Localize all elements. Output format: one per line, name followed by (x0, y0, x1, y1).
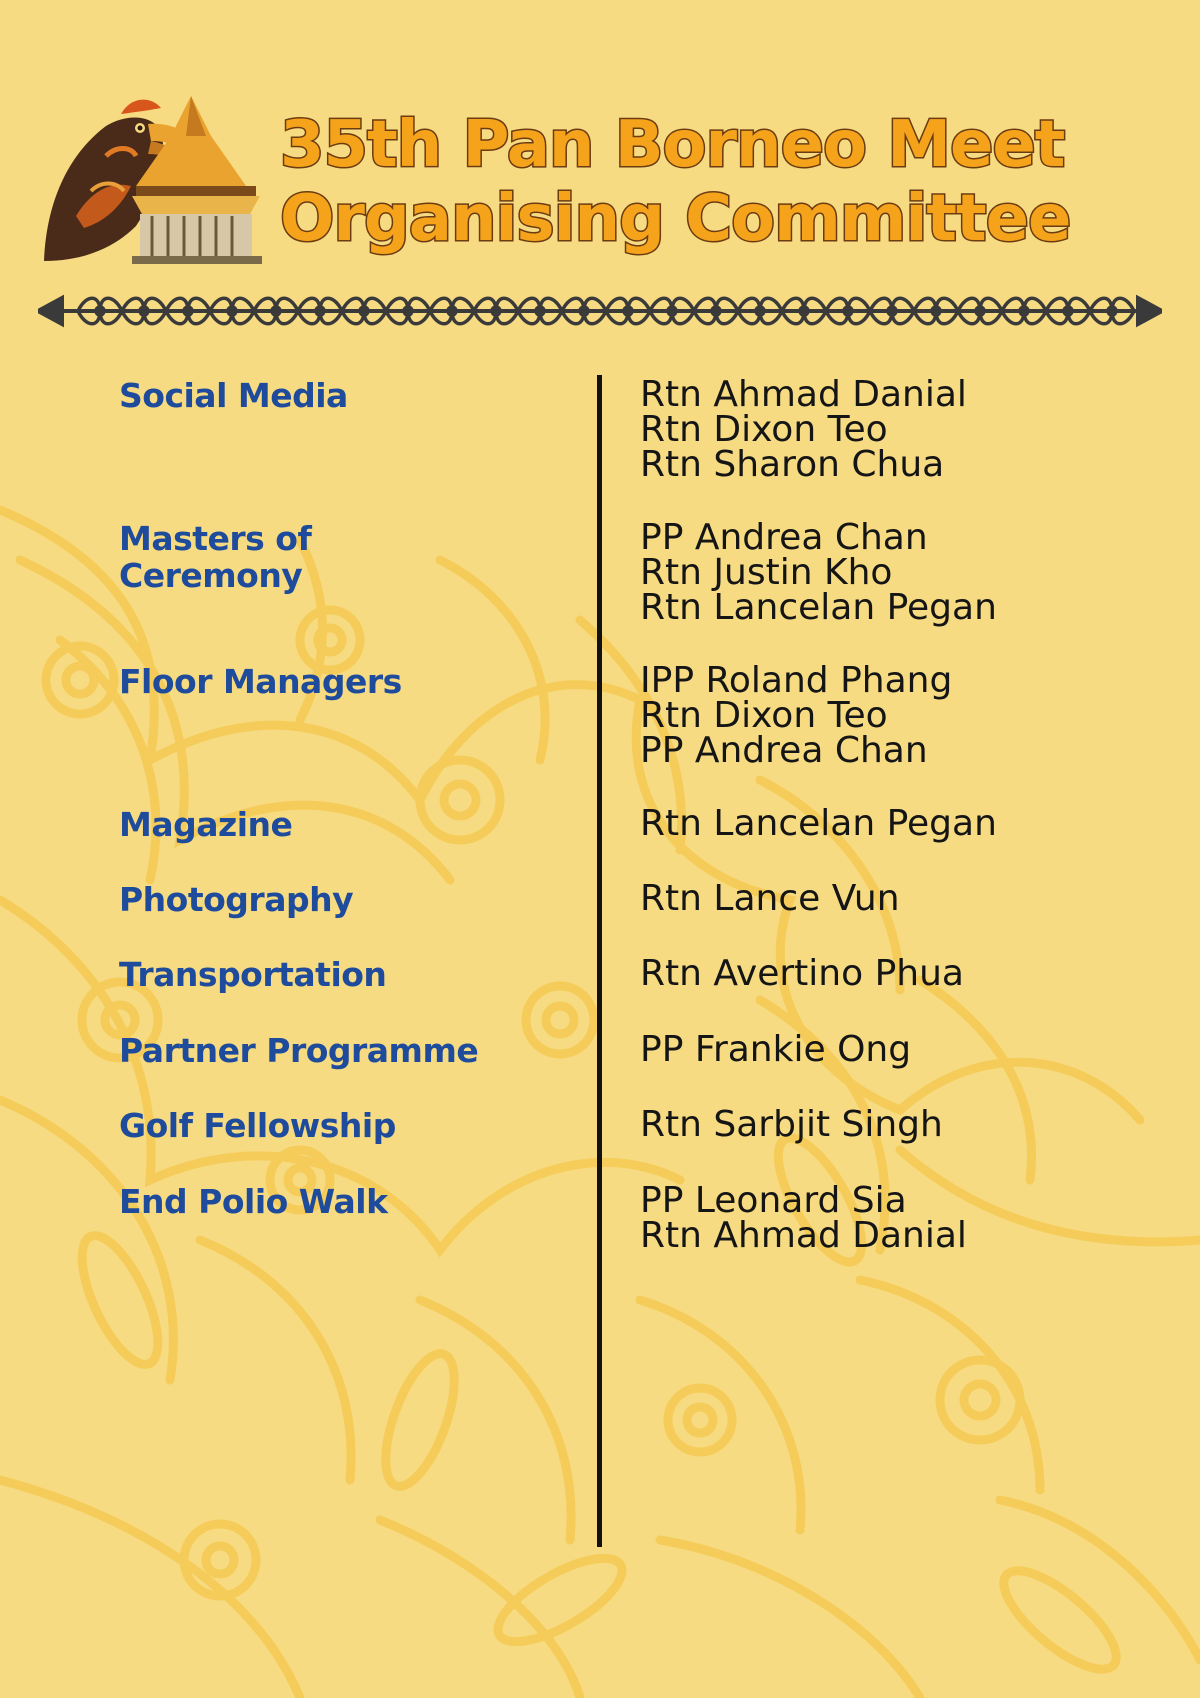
committee-member-name: Rtn Lancelan Pegan (640, 803, 997, 844)
hornbill-and-palace-emblem-icon (36, 96, 266, 266)
committee-role (119, 377, 559, 414)
committee-role (119, 1183, 559, 1220)
page-title (280, 108, 1160, 256)
committee-members (640, 1029, 1180, 1070)
committee-member-name: PP Frankie Ong (640, 1029, 912, 1070)
committee-role (119, 881, 559, 918)
committee-role-line: Golf Fellowship (119, 1106, 396, 1145)
committee-member-name: Rtn Dixon Teo (640, 409, 888, 450)
committee-member-name: Rtn Sarbjit Singh (640, 1104, 943, 1145)
committee-member-name: PP Leonard Sia (640, 1180, 907, 1221)
committee-member-name: PP Andrea Chan (640, 517, 928, 558)
committee-members (640, 803, 1180, 844)
committee-role (119, 1107, 559, 1144)
committee-member-name: Rtn Lancelan Pegan (640, 587, 997, 628)
committee-role (119, 1032, 559, 1069)
committee-role-line: Social Media (119, 376, 348, 415)
committee-members (640, 660, 1180, 771)
committee-member-name: Rtn Sharon Chua (640, 444, 945, 485)
committee-role-line: Masters of (119, 519, 312, 558)
committee-members (640, 953, 1180, 994)
committee-member-name: Rtn Avertino Phua (640, 953, 964, 994)
committee-role-line: Photography (119, 880, 354, 919)
committee-member-name: Rtn Lance Vun (640, 878, 900, 919)
header (36, 96, 1166, 266)
committee-role (119, 520, 559, 594)
committee-members (640, 517, 1180, 628)
committee-role-line: Magazine (119, 805, 293, 844)
committee-role (119, 956, 559, 993)
committee-role (119, 806, 559, 843)
committee-member-name: IPP Roland Phang (640, 660, 953, 701)
committee-member-name: Rtn Dixon Teo (640, 695, 888, 736)
committee-role-line: Partner Programme (119, 1031, 479, 1070)
committee-members (640, 1104, 1180, 1145)
committee-members (640, 1180, 1180, 1256)
committee-role-line: Floor Managers (119, 662, 402, 701)
committee-role-line: Ceremony (119, 556, 303, 595)
committee-member-name: Rtn Ahmad Danial (640, 374, 967, 415)
committee-members (640, 374, 1180, 485)
committee-member-name: PP Andrea Chan (640, 730, 928, 771)
committee-member-name: Rtn Ahmad Danial (640, 1215, 967, 1256)
committee-role-line: Transportation (119, 955, 387, 994)
title-line-1: 35th Pan Borneo Meet (280, 108, 1065, 182)
committee-role (119, 663, 559, 700)
column-divider (597, 375, 602, 1547)
committee-member-name: Rtn Justin Kho (640, 552, 893, 593)
committee-role-line: End Polio Walk (119, 1182, 388, 1221)
committee-members (640, 878, 1180, 919)
title-line-2: Organising Committee (280, 182, 1071, 256)
borneo-motif-border-icon (38, 290, 1162, 332)
